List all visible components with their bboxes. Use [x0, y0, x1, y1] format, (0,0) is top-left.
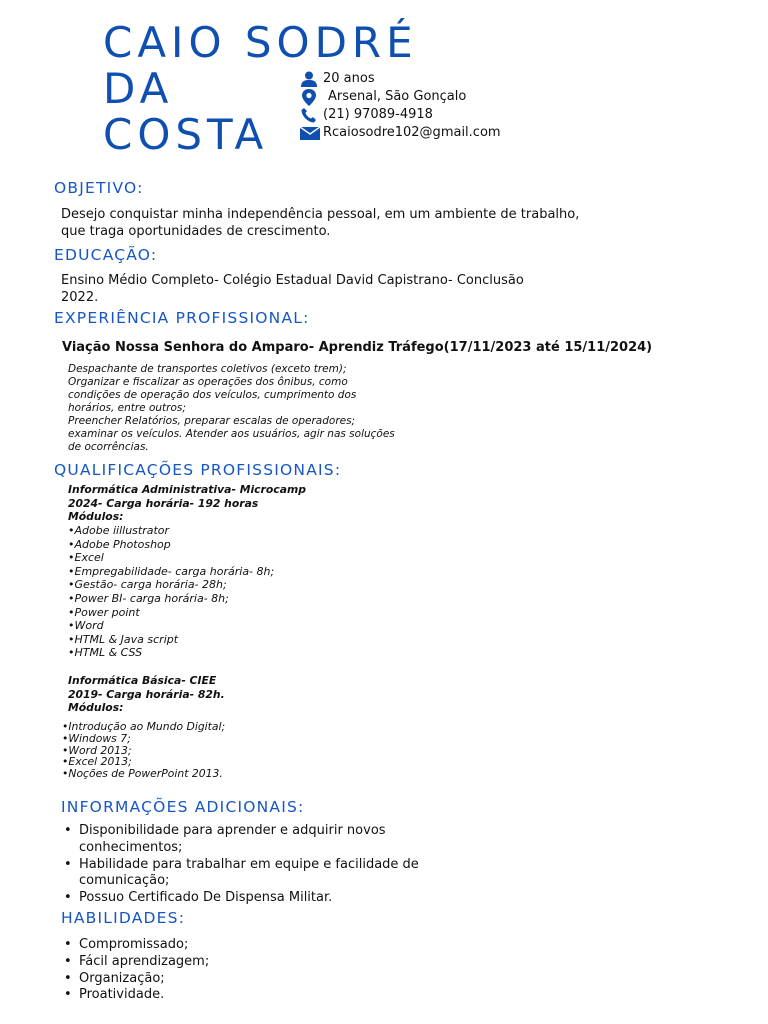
module-item: •Power BI- carga horária- 8h; [68, 591, 229, 605]
education-heading: EDUCAÇÃO: [54, 246, 158, 264]
experience-line: horários, entre outros; [68, 402, 186, 414]
phone-icon [300, 107, 320, 123]
contact-phone-text: (21) 97089-4918 [323, 107, 433, 122]
education-line: Ensino Médio Completo- Colégio Estadual David Capistrano- Conclusão [61, 273, 524, 288]
experience-line: Despachante de transportes coletivos (exceto trem); [68, 363, 347, 375]
additional-heading: INFORMAÇÕES ADICIONAIS: [61, 798, 305, 816]
skill-item: • Fácil aprendizagem; [61, 954, 209, 971]
course2-line: 2019- Carga horária- 82h. [68, 687, 225, 701]
course2-line: Módulos: [68, 701, 124, 714]
course2-header [68, 674, 225, 715]
module-item: •Excel [68, 551, 104, 565]
course1-line: Módulos: [68, 510, 124, 523]
experience-line: de ocorrências. [68, 441, 149, 453]
location-pin-icon [300, 89, 320, 105]
course1-line: 2024- Carga horária- 192 horas [68, 496, 259, 510]
module-item: •Adobe iillustrator [68, 524, 170, 537]
contact-location [300, 88, 501, 106]
module-item: •HTML & CSS [68, 646, 143, 660]
skill-item: • Proatividade. [61, 987, 209, 1004]
contact-email [300, 124, 501, 142]
objective-line: que traga oportunidades de crescimento. [61, 224, 331, 239]
additional-item: • Habilidade para trabalhar em equipe e facilidade de comunicação; [61, 857, 431, 891]
module-item: •Word 2013; [62, 743, 132, 757]
experience-description [68, 363, 395, 454]
skill-item: • Organização; [61, 971, 209, 988]
contact-block [300, 70, 501, 142]
job-title: Viação Nossa Senhora do Amparo- Aprendiz Tráfego(17/11/2023 até 15/11/2024) [62, 340, 653, 355]
skills-heading: HABILIDADES: [61, 909, 186, 927]
contact-age [300, 70, 501, 88]
objective-line: Desejo conquistar minha independência pessoal, em um ambiente de trabalho, [61, 207, 580, 222]
name-line-2: DA [103, 64, 174, 113]
name-line-1: CAIO SODRÉ [103, 18, 418, 67]
module-item: •Power point [68, 605, 140, 619]
experience-line: Organizar e fiscalizar as operações dos ônibus, como [68, 376, 348, 388]
objective-text [61, 206, 579, 240]
additional-list [61, 823, 431, 907]
email-icon [300, 125, 320, 141]
module-item: •Gestão- carga horária- 28h; [68, 578, 227, 592]
module-item: •Noções de PowerPoint 2013. [62, 767, 223, 781]
qualifications-heading: QUALIFICAÇÕES PROFISSIONAIS: [54, 461, 342, 479]
module-item: •Excel 2013; [62, 755, 132, 769]
objective-heading: OBJETIVO: [54, 179, 144, 197]
experience-line: Preencher Relatórios, preparar escalas de operadores; [68, 415, 356, 427]
additional-item: • Disponibilidade para aprender e adquirir novos conhecimentos; [61, 823, 431, 857]
education-line: 2022. [61, 290, 99, 305]
experience-line: condições de operação dos veículos, cumprimento dos [68, 389, 357, 401]
contact-age-text: 20 anos [323, 71, 375, 86]
module-item: •Empregabilidade- carga horária- 8h; [68, 564, 275, 578]
skill-item: • Compromissado; [61, 937, 209, 954]
person-icon [300, 71, 320, 87]
course2-modules [62, 721, 225, 780]
skills-list [61, 937, 209, 1004]
experience-line: examinar os veículos. Atender aos usuários, agir nas soluções [68, 428, 395, 440]
experience-heading: EXPERIÊNCIA PROFISSIONAL: [54, 309, 310, 327]
name-line-3: COSTA [103, 110, 269, 159]
course2-line: Informática Básica- CIEE [68, 674, 217, 687]
module-item: •Adobe Photoshop [68, 537, 171, 551]
module-item: •Introdução ao Mundo Digital; [62, 720, 226, 733]
module-item: •Word [68, 619, 104, 633]
contact-email-text: Rcaiosodre102@gmail.com [323, 125, 501, 140]
additional-item: • Possuo Certificado De Dispensa Militar. [61, 890, 431, 907]
contact-location-text: Arsenal, São Gonçalo [328, 89, 467, 104]
module-item: •HTML & Java script [68, 632, 179, 646]
contact-phone [300, 106, 501, 124]
course1-line: Informática Administrativa- Microcamp [68, 483, 306, 496]
course1-modules [68, 524, 274, 660]
course1-header [68, 483, 306, 524]
education-text [61, 272, 524, 306]
module-item: •Windows 7; [62, 731, 131, 745]
